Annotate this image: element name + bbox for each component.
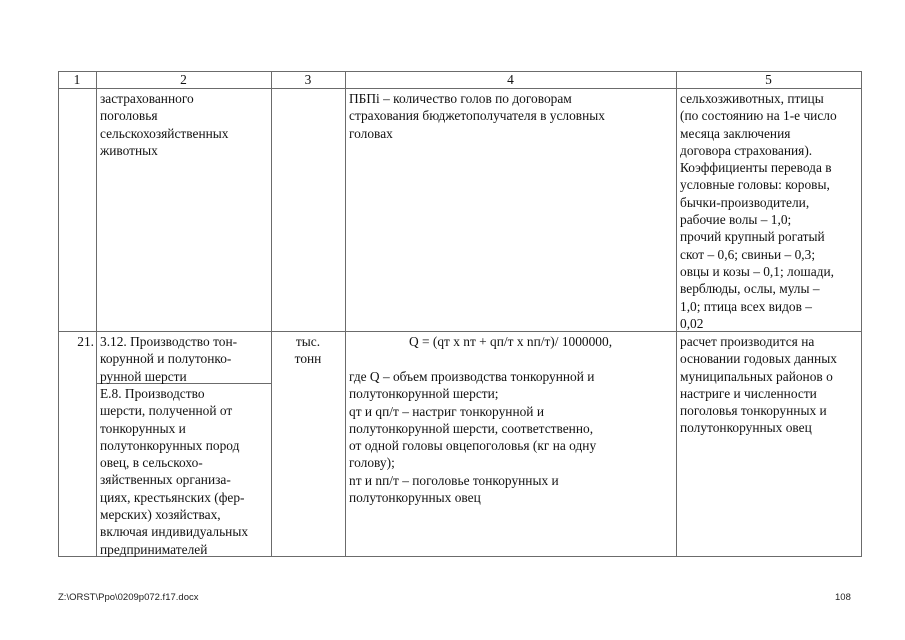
- page-number: 108: [835, 592, 851, 603]
- header-row-divider: [58, 88, 862, 89]
- continuation-cell-indicator-name: застрахованного поголовья сельскохозяйственных животных: [100, 91, 229, 158]
- column-header-1: 1: [73, 72, 81, 87]
- column-header-2: 2: [180, 72, 187, 87]
- column-header-3: 3: [304, 72, 312, 87]
- document-file-path: Z:\ORST\Ppo\0209p072.f17.docx: [58, 592, 199, 603]
- indicator-name-bottom: Е.8. Производство шерсти, полученной от тонкорунных и полутонкорунных пород овец, в сельскохо- зяйственных организа- циях, крестьянских (фер- мерских) хозяйствах, включая индивидуальных предпринимателей: [100, 386, 249, 557]
- column-divider-1: [96, 71, 97, 557]
- column-header-4: 4: [507, 72, 514, 87]
- column-divider-4: [676, 71, 677, 557]
- formula-description: где Q – объем производства тонкорунной и полутонкорунной шерсти; qт и qп/т – настриг тонкорунной и полутонкорунной шерсти, соответственно, от одной головы овцепоголовья (кг на одну голову); nт и nп/т – поголовье тонкорунных и полутонкорунных овец: [349, 369, 597, 506]
- continuation-cell-method: ПБПi – количество голов по договорам страхования бюджетополучателя в условных головах: [349, 91, 605, 141]
- row-number: 21.: [77, 334, 94, 349]
- indicator-name-top: 3.12. Производство тон- корунной и полутонко- рунной шерсти: [100, 334, 238, 384]
- calculation-notes: расчет производится на основании годовых данных муниципальных районов о настриге и численности поголовья тонкорунных и полутонкорунных овец: [680, 334, 837, 436]
- column-divider-2: [271, 71, 272, 557]
- table-border-right: [861, 71, 862, 557]
- continuation-cell-notes: сельхозживотных, птицы (по состоянию на 1-е число месяца заключения договора страхования). Коэффициенты перевода в условные головы: коровы, бычки-производители, рабочие волы – 1,0; прочий крупный рогатый скот – 0,6; свиньи – 0,3; овцы и козы – 0,1; лошади, верблюды, ослы, мулы – 1,0; птица всех видов – 0,02: [680, 91, 837, 331]
- calculation-formula: Q = (qт x nт + qп/т x nп/т)/ 1000000,: [408, 334, 613, 349]
- unit-of-measure: тыс. тонн: [294, 334, 322, 367]
- table-border-left: [58, 71, 59, 557]
- column-header-5: 5: [765, 72, 772, 87]
- column-divider-3: [345, 71, 346, 557]
